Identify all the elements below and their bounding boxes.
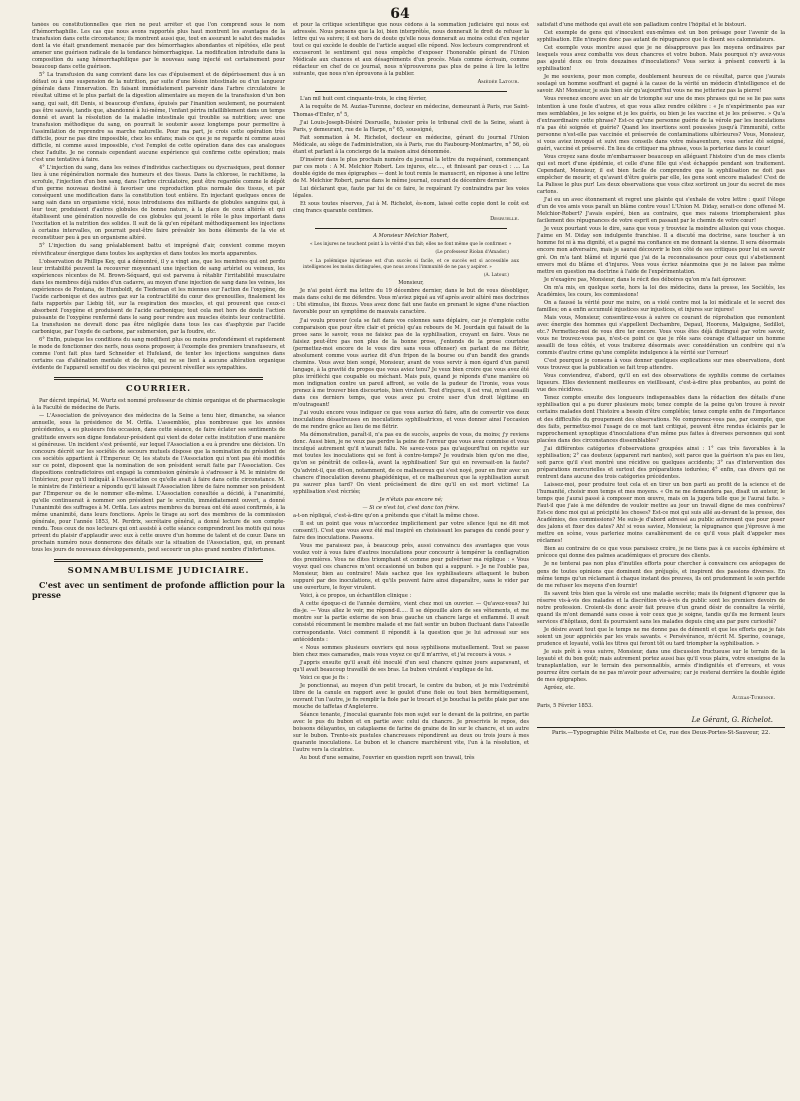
letter-address: A Monsieur Melchior Robert, — [373, 233, 449, 240]
divider — [315, 91, 507, 92]
printer-imprint: Paris.—Typographie Félix Malteste et Ce, rue des Deux-Portes-St-Sauveur, 22. — [537, 727, 785, 737]
body-paragraph: 5° L'injection du sang préalablement battu et imprégné d'air, convient comme moyen révivificateur énergique dans toutes les asphyxies et dans toutes les morts apparentes. — [32, 243, 285, 257]
column-2 — [293, 22, 529, 1092]
signature: Desruelle. — [490, 216, 519, 223]
verse-line: Je n'étais pas encore né; — [379, 496, 443, 503]
body-paragraph: Mais vous, Monsieur, consentirez-vous à suivre ce courant de réprobation que remontent avec énergie des hommes qui s'appellent Dechambre, Depaul, Hoorens, Malgaigne, Sedillot, etc.? Permettez-moi de vous dire ter encore. Vous vous êtes déjà distingué par votre savoir, vous ne trouvez-vous pas, n'est-ce point ce que je rôle sans courage d'attaquer un homme assailli de tous côtés, et vous traiterez désormais avec considération un confrère qui n'a commis d'autre crime qu'une complète indulgence à la vérité sur l'erreur! — [537, 314, 785, 357]
signature: Amédée Latour. — [477, 79, 519, 86]
epigraph-source: (Le professeur Riolan d'Amador.) — [435, 250, 509, 256]
body-paragraph: Vous croyez sans doute m'embarrasser beaucoup en alléguant l'histoire d'un de mes clients qui est mort d'une épidémie, et celle d'une fille qui s'est échappée pendant son traitement. Cependant, Monsieur, il est bien facile de comprendre que la syphilisation ne doit pas empêcher de mourir, et qu'avant d'être guéris par elle, les gens sont encore malades! C'est de La Palisse le plus pur! Les deux observations que vous citez sortiront un jour du secret de mes cartons. — [537, 153, 785, 196]
body-paragraph: — L'Association de prévoyance des médecins de la Seine a tenu hier, dimanche, sa séance annuelle, sous la présidence de M. Orfila. L'assemblée, plus nombreuse que les années précédentes, a eu plusieurs fois occasion, dans cette séance, de faire éclater ses sentiments de gratitude envers son digne fondateur-président qui vient de doter cette institution d'une manière si généreuse. Un incident s'est présenté, sur lequel l'Association a eu à prendre une décision. Un concours décrét sur les sociétés de secours mutuels dispose que la nomination du président de ces sociétés appartient à l'Empereur. Or, les statuts de l'Association qui n'ont pas été modifiés sur ce point, disposent que la nomination de son président serait faite par l'Association. Ces dispositions contradictoires ont engagé la commission générale à s'adresser à M. le ministre de l'intérieur, pour qu'il indiquât à l'Association ce qu'elle avait à faire dans cette circonstance. M. le ministre de l'intérieur a répondu qu'il laissait l'Association libre de faire nommer son président par l'Empereur ou de le nommer elle-même. L'Association consultée a décidé, à l'unanimité, qu'elle continuerait à nommer son président par le scrutin, immédiatement ouvert, a donné l'unanimité des suffrages à M. Orfila. Les autres membres du bureau ont été aussi confirmés, à la même unanimité, dans leurs fonctions. Après le tirage au sort des membres de la commission générale, pour l'année 1853, M. Perdrix, secrétaire général, a donné lecture de son compte-rendu. Tous ceux de nos lecteurs qui ont assisté à cette séance comprendront les motifs qui nous privent du plaisir d'applaudir avec eux à cette œuvre d'un homme de talent et de cœur. Dans un prochain numéro nous donnerons des détails sur la situation de l'Association, qui, en prenant tous les jours de nouveaux développements, peut secourir un plus grand nombre d'infortunes. — [32, 413, 285, 554]
body-paragraph: Cet exemple de gens qui s'inoculent eux-mêmes est un bon présage pour l'avenir de la syphilisation. Elle n'inspire donc pas autant de répugnance que le disent ses calomniateurs. — [537, 30, 785, 44]
body-paragraph: J'ai différentes catégories d'observations groupées ainsi : 1° cas très favorables à la syphilisation; 2° cas douteux (apparent rari nantes), soit parce que la guérison n'a pas eu lieu, soit parce qu'il s'est montré une récidive ou quelques accidents; 3° cas d'intervention des préparations mercurielles et surtout des préparations iodurées; 4° enfin, cas divers qui ne rentrent dans aucune des trois catégories précédentes. — [537, 445, 785, 480]
place-date: Paris, 5 Février 1853. — [537, 703, 593, 710]
body-paragraph: On a faussé la vérité pour me nuire, on a violé contre moi la loi médicale et le secret des familles; on a enfin accumulé injustices sur injustices, et injures sur injures! — [537, 299, 785, 313]
body-paragraph: Voici, à ce propos, un échantillon clinique : — [300, 593, 412, 600]
somnambulisme-title: SOMNAMBULISME JUDICIAIRE. — [67, 566, 250, 577]
epigraph: « La polémique injurieuse est d'un succès si facile, et ce succès est si accessible aux intelligences les moins distinguées, que nous avons l'immunité de ne pas y aspirer. » — [303, 258, 519, 270]
body-paragraph: A la requête de M. Auzias-Turenne, docteur en médecine, demeurant à Paris, rue Saint-Thomas-d'Enfer, n° 5, — [293, 104, 529, 118]
body-paragraph: Je ponctionnai, au moyen d'un petit trocart, le centre du bubon, et je mis l'extrémité libre de la canule en rapport avec le goulot d'une fiole ou tout bien hermétiquement, ouvrant l'un l'autre, je fis remplir la fiole par le trocart et je bouchai la petite plaie par une mouche de taffetas d'Angleterre. — [293, 682, 529, 710]
body-paragraph: 4° L'injection du sang, dans les veines d'individus cachectiques ou dyscrasiques, peut donner lieu à une régénération normale des humeurs et des tissus. Dans la chlorose, le rachitisme, la scrofule, l'injection d'un bon sang, dans l'arbre circulatoire, peut être regardée comme le dépôt d'un germe nouveau destiné à favoriser une reproduction plus normale des tissus, et par conséquent une modification dans la constitution tout entière. En injectant quelques onces de sang sain dans un organisme vicié, nous introduisons des milliards de globules sanguins qui, à leur tour, produisent d'autres globules de bonne nature, à la place de ceux altérés et qui établissent une génération nouvelle de ces globules qui jouent le rôle le plus important dans l'excitation et la nutrition des solides. Il suit de là qu'en répétant méthodiquement les injections à certains intervalles, on pourrait peut-être faire prévaloir les bons éléments de la vie et reconstituer peu à peu un organisme altéré. — [32, 164, 285, 242]
verse-line: — Si ce n'est toi, c'est donc ton frère. — [362, 504, 460, 511]
body-paragraph: C'est pourquoi je consens à vous donner quelques explications sur mes observations, dont vous trouvez que la publication se fait trop attendre. — [537, 358, 785, 372]
body-paragraph: Je n'ai point écrit ma lettre du 19 décembre dernier, dans le but de vous désobliger, mais dans celui de me défendre. Vous m'aviez piqué au vif après avoir altéré mes doctrines : Ubi stimulus, ibi fluxus. Vous avez donc fait une faute en prenant le signe d'une réaction favorable pour un symptôme de mauvais caractère. — [293, 288, 529, 316]
courrier-title: COURRIER. — [125, 384, 192, 395]
body-paragraph: Je désire avant tout que le temps ne me donne pas de démenti et que les efforts que je fais soient un jour appréciés par les vrais savants. « Persévérance, m'écrit M. Sperino, courage, prudence et loyauté, voilà les titres qui feront tôt ou tard triompher la syphilisation. » — [537, 626, 785, 647]
body-paragraph: Cet exemple vous montre aussi que je ne désapprouve pas les moyens ordinaires par lesquels vous avez combattu vos deux chancres et votre bubon. Mais pourquoi n'y avez-vous pas ajouté deux ou trois douzaines d'inoculations? Vous seriez à présent converti à la syphilisation! — [537, 45, 785, 73]
body-paragraph: L'an mil huit cent cinquante-trois, le cinq février, — [300, 96, 427, 103]
body-paragraph: Vous revenez encore avec un air de triomphe sur une de mes phrases qui ne se lie pas sans intention à une foule d'autres, et que vous allez rendre célèbre : « Je n'expérimente pas sur mes semblables, je les soigne et je les guéris, ou bien je les vaccine et je les préserve. » Qu'a d'extraordinaire cette phrase? Est-ce qu'une personne guérie de la vérole par les inoculations n'a pas été soignée et guérie? Quand les insertions sont poussées jusqu'à l'immunité, cette personne n'est-elle pas vaccinée et préservée de contaminations ultérieures? Vous, Monsieur, si vous aviez invoqué et suivi mes conseils dans votre mésaventure, vous seriez été soigné, guéri, vacciné et préservé. En lieu de critiquer ma phrase, vous la porteriez dans le cœur! — [537, 96, 785, 152]
signature: Auzias-Turenne. — [732, 695, 775, 702]
body-paragraph: Je me souviens, pour mon compte, doublement heureux de ce résultat, parce que j'aurais soulagé un homme souffrant et gagné à la cause de la vérité un médecin d'intelligence et de savoir. Ah! Monsieur, je suis bien sûr qu'aujourd'hui vous ne me jetteriez pas la pierre! — [537, 74, 785, 95]
body-paragraph: Bien au contraire de ce que vous paraissez croire, je ne tiens pas à ce succès éphémère et précoce qui donne des palmes académiques et procure des clients. — [537, 546, 785, 560]
salutation: Monsieur, — [398, 280, 424, 287]
gerant-signature: Le Gérant, G. Richelot. — [691, 716, 773, 725]
closing: Agréez, etc. — [544, 685, 575, 692]
column-3 — [537, 22, 785, 1092]
body-paragraph: a-t-on répliqué, c'est-à-dire qu'on a prétendu que c'était la même chose. — [293, 512, 480, 519]
body-paragraph: Vous me paraissez pas, à beaucoup près, aussi convaincu des avantages que vous voulez voir à vous faire d'autres inoculations pour concourir à tempérer la conflagration des premières. Vous ne dites triomphant et comme pour pulvériser ma réplique : « Vous voyez quel ces chancres m'ont occasionné un bubon qui a suppuré. » Je ne l'oublie pas, Monsieur, bien au contraire! Mais sachez que les syphilisateurs attaquent le bubon suppuré par des inoculations, et qu'ils peuvent faire ainsi disparaître, sans le vider par une ouverture, le foyer virulent. — [293, 542, 529, 592]
body-paragraph: Et sous toutes réserves, j'ai à M. Richelot, ès-nom, laissé cette copie dont le coût est cinq francs quarante centimes. — [293, 201, 529, 215]
body-paragraph: Je n'exagère pas, Monsieur, dans le récit des déboires qu'on m'a fait éprouver. — [544, 276, 747, 283]
body-paragraph: Vous conviendrez, d'abord, qu'il en est des observations de syphilis comme de certaines liqueurs. Elles deviennent meilleures en vieillissant, c'est-à-dire plus probantes, au point de vue des récidives. — [537, 373, 785, 394]
body-paragraph: Voici ce que je fis : — [300, 674, 349, 681]
column-1 — [32, 22, 285, 1092]
body-paragraph: Je suis prêt à vous suivre, Monsieur, dans une discussion fructueuse sur le terrain de la loyauté et du bon goût; mais autrement portez aussi bas qu'il vous plaira, votre enseigne de la transplantation, sur le terrain des personnalités, armés d'indignités et d'erreurs, et vous pourrez être certain de ne pas m'avoir pour adversaire; car je resterai derrière la double égide de mes épigraphes. — [537, 649, 785, 684]
body-paragraph: 5° La transfusion du sang convient dans les cas d'épuisement et de dépérissement dus à un défaut ou à une suspension de la nutrition, par suite d'une lésion intestinale ou d'un langueur générale dans l'innervation. En faisant immédiatement parvenir dans l'arbre circulatoire le résultat ultime et le plus parfait de la digestion alimentaire au moyen de la transfusion d'un bon sang, qui sait, dit Denis, si beaucoup d'enfans, épuisés par l'inanition seulement, ne pourraient pas être sauvés, tandis que, abandonné à lui-même, l'enfant périra infailliblement dans un temps donné et avant la résolution de la maladie intestinale qui troublie sa nutrition; avec une transfusion méthodique du sang, on pourrait le soutenir assez longtemps pour permettre à l'assimilation de reprendre sa marche naturelle. Pour ma part, je crois cette opération très difficile, pour ne pas dire impossible, chez les enfans; mais ce que je ne regarde ni comme aussi difficile, ni comme aussi impossible, c'est l'emploi de cette opération dans des cas analogues chez l'adulte. Je ne connais cependant aucune expérience qui confirme cette opération; mais c'est une tentative à faire. — [32, 72, 285, 163]
body-paragraph: tanées ou constitutionnelles que rien ne peut arrêter et que l'on comprend sous le nom d'hémorrhaphilie. Les cas que nous avons rapportés plus haut montrent les avantages de la transfusion dans cette circonstance; ils montrent aussi que, tout en assurant le salut des malades dont la vie était grandement menacée par des hémorrhagies abondantes et répétées, elle peut amener une guérison radicale de la tendance hémorrhagique. La modification introduite dans la composition du sang hémorrhaphilique par le nouveau sang injecté est certainement pour beaucoup dans cette guérison. — [32, 22, 285, 71]
body-paragraph: On m'a mis, en quelque sorte, hors la loi des médecins, dans la presse, les Sociétés, les Académies, les cours, les commissions! — [537, 284, 785, 298]
body-paragraph: Je veux pourtant vous le dire, sans que vous y trouviez la moindre allusion qui vous choque. J'aime en M. Diday son indulgente franchise. Il a discuté ma doctrine, sans toucher à un homme foi ni à ma dignité, et a gagné ma confiance en me donnant la sienne. Il sera désormais encore mon adversaire, mais je saurai découvrir le bon côté de ses critiques pour lui en savoir gré. On m'a tant blâmé et injurié que j'ai de la reconnaissance pour ceux qui s'abstiennent envers moi du blâme et d'injures. Vous vous écriez néanmoins que je ne laisse pas même mettre en question ma doctrine à l'aide de l'expérimentation. — [537, 226, 785, 275]
body-paragraph: Lui déclarant que, faute par lui de ce faire, le requérant l'y contraindra par les voies légales. — [293, 185, 529, 200]
body-paragraph: Séance tenante, j'inoculai quarante fois mon sujet sur le devant de la poitrine, en partie avec le pus du bubon et en partie avec celui du chancre. Je prescrivis le repos, des boissons délayantes, un cataplasme de farine de graine de lin sur le chancre, et un autre sur le bubon. Trente-six pustules chancreuses répondirent au deux ou trois jours à mes quarante inoculations. Le bubon et le chancre marchèrent vite, l'un à la résolution, et l'autre vers la cicatrice. — [293, 712, 529, 754]
body-paragraph: et pour la critique scientifique que nous cédons à la sommation judiciaire qui nous est adressée. Nous pensons que la loi, bien interprétée, nous donnerait le droit de refuser la lettre qui va suivre; il est hors de doute qu'elle nous donnerait au moins celui d'en rejeter tout ce qui excède le double de l'article auquel elle répond. Nos lecteurs comprendront et excuseront le sentiment qui nous empêche d'exposer l'honorable gérant de l'Union Médicale aux chances et aux désagréments d'un procès. Mais comme écrivain, comme rédacteur en chef de ce journal, nous n'éprouverons pas plus de peine à lire la lettre suivante, que nous n'en éprouvons à la publier. — [293, 22, 529, 78]
divider — [315, 228, 507, 229]
body-paragraph: Par décret impérial, M. Wurtz est nommé professeur de chimie organique et de pharmacologie à la Faculté de médecine de Paris. — [32, 398, 285, 412]
page-number: 64 — [390, 6, 410, 22]
epigraph: « Les injures ne touchent point à la vérité d'un fait; elles ne font même que le confirmer. » — [310, 242, 512, 248]
section-divider — [54, 377, 263, 380]
body-paragraph: Laissez-moi, pour produire tout cela et en tirer un bon parti au profit de la science et de l'humanité, choisir mon temps et mes moyens. « On ne me demandera pas, disait un auteur, le temps que j'aurai passé à composer mon œuvre, mais on la jugera telle que je l'aurai faite. » Faut-il que j'aie à me défendre de vouloir mettre au jour un travail digne de mes confrères? Est-ce donc moi qui ai précipité les choses? Est-ce moi qui suis allé au-devant de la presse, des Académies, des commissions? Me suis-je d'abord adressé au public autrement que pour poser des jalons et fixer des dates? Ah! si vous saviez, Monsieur, la répugnance que j'éprouve à me mettre en scène, vous parleriez moins cavalièrement de ce qu'il vous plaît d'appeler mes réclames! — [537, 481, 785, 545]
body-paragraph: J'ai Louis-Joseph-Désiré Desruelle, huissier près le tribunal civil de la Seine, séant à Paris, y demeurant, rue de la Harpe, n° 65, soussigné, — [293, 119, 529, 133]
body-paragraph: Je ne tenterai pas non plus d'inutiles efforts pour chercher à convaincre ces aréopages de gens de toutes opinions que dominent des préjugés, et inspirent des passions diverses. En même temps qu'un réclamant à chaque instant des preuves, ils ont prudemment le soin perfide de me refuser les moyens d'en fournir! — [537, 561, 785, 589]
body-paragraph: Ma démonstration, paraît-il, n'a pas eu de succès, auprès de vous, du moins; j'y reviens donc. Aussi bien, je ne veux pas perdre la peine de l'erreur que vous avez commise et vous inculqué autrement qu'il n'aurait fallu. Ne savez-vous pas qu'aujourd'hui on rejette sur moi toutes les inoculations qui se font à contre-temps? Je voudrais bien qu'on me dise, qu'on se pénétrât de celles-là, avant la syphilisation! Sur qui en reversait-on la faute? Qu'advint-il, que dit-on, notamment, de ce malheureux qui s'est noyé, pour en finir avec un chancre d'inoculation devenu phagédénique, et ce malheureux que la syphilisation aurait pu sauver plus tard? On vient précisément de dire qu'il en est mort victime! La syphilisation s'est récriée; — [293, 432, 529, 495]
body-paragraph: A cette époque-ci de l'année dernière, vient chez moi un ouvrier. — Qu'avez-vous? lui dis-je. — Vous allez le voir, me répond-il..... Il se dépouille alors de ses vêtements, et me montre sur la partie externe de son bras gauche un chancre large et enflammé. Il avait consisté récemment le membre malade et me fait sentir un bubon fluctuant dans l'aisselle correspondante. Voici comment il répondit à la question que je lui adressai sur ses antécédents : — [293, 601, 529, 643]
body-paragraph: J'ai eu un avec étonnement et regret une plainte qui s'exhale de votre lettre : quoi! l'éloge d'un de vos amis vous paraît un blâme contre vous! L'Union M. Diday, serait-ce donc offensé M. Melchior-Robert? J'avais espéré, bien au contraire, que mes raisons triompheraient plus facilement des répugnances de votre esprit en passant par le chemin de votre cœur! — [537, 197, 785, 225]
body-paragraph: « Nous sommes plusieurs ouvriers qui nous syphilisons mutuellement. Tout se passe bien chez mes camarades, mais vous voyez ce qu'il m'arrive, et j'ai recours à vous. » — [293, 644, 529, 658]
section-divider — [54, 559, 263, 562]
epigraph-source: (A. Latour.) — [483, 273, 509, 279]
body-paragraph: J'ai voulu prouver (cela se fait dans vos colonnes sans déplaire, car je n'emploie cette comparaison que pour être clair et précis) qu'au rebours de M. Jourdain qui faisait de la prose sans le savoir, vous ne faisiez pas de la syphilisation, croyant en faire. Vous ne faisiez peut-être pas non plus de la bonne prose, j'entends de la prose courtoise (permettez-moi encore de le vous dire sans vous offenser) en parlant de me flétrir, absolument comme vous auriez dit d'un fripon de la bourse ou d'un bandit des grands chemins. Vous avez bien songé, Monsieur, avant de vous servir à mon égard d'un pareil langage, à la gravité du propos que vous aviez tenu? Je veux bien croire que vous avez été plus irréfléchi que coupable ou méchant. Mais puis, quand je réponds d'une manière où mon indignation contre un pareil affront, se voile de la pudeur de l'ironie, vous vous prenez à me trouver bien discourtois, bien virulent. Tout d'injures, il est vrai, m'ont assailli dans ces derniers temps, que vous avez pu croire user d'un droit légitime en m'outrageant! — [293, 317, 529, 409]
body-paragraph: Il est un point que vous m'accordez implicitement par votre silence (qui ne dit mot consent!). C'est que vous avez été mal inspiré en choisissant les parages du condé pour y faire des inoculations. Passons. — [293, 520, 529, 541]
body-paragraph: Tenez compte ensuite des longueurs indispensables dans la rédaction des détails d'une syphilisation qui a pu durer plusieurs mois; tenez compte de la peine qu'on trouve à revoir certains malades dont l'histoire a besoin d'être complétée; tenez compte enfin de l'importance et des difficultés du groupement des observations. Ne comprenez-vous pas, par exemple, que des faits, permettez-moi l'usage de ce mot tant critiqué, peuvent être rendus éclairés par le rapprochement synoptique d'inoculations d'un même pus faites à diverses personnes qui sont placées dans des circonstances dissemblables? — [537, 395, 785, 444]
body-paragraph: D'insérer dans le plus prochain numéro du journal la lettre du requérant, commençant par ces mots : A M. Melchior Robert. Les injures, etc...., et finissant par ceux-ci : .... La double égide de mes épigraphes — dont le tout remis le manuscrit, en réponse à une lettre de M. Melchior Robert, parue dans le même journal, courant de décembre dernier. — [293, 156, 529, 184]
body-paragraph: Ils savent très bien que la vérole est une maladie secrète; mais ils feignent d'ignorer que la réserve vis-à-vis des malades et la discrétion vis-à-vis du public sont les premiers devoirs de notre profession. Croient-ils donc avoir fait preuve d'un grand désir de connaître la vérité, quand ils m'ont demandé sans cesse à voir ceux que je soigne, tandis qu'ils me ferment leurs services d'hôpitaux, dont ils pourraient sans les malades depuis cinq ans par pure curiosité? — [537, 590, 785, 625]
body-paragraph: J'appris ensuite qu'il avait été inoculé d'un seul chancre quinze jours auparavant, et qu'il avait beaucoup travaillé de ses bras. Le bubon virulent s'explique de lui. — [293, 659, 529, 673]
body-paragraph: satisfait d'une méthode qui avait été son palladium contre l'hôpital et le bistouri. — [537, 22, 747, 28]
section-lead: C'est avec un sentiment de profonde affliction pour la presse — [32, 580, 285, 601]
body-paragraph: 6° Enfin, puisque les conditions du sang modifient plus ou moins profondément et rapidement le mode de fonctionner des nerfs, nous osons proposer, à l'exemple des premiers transfuseurs, et comme l'ont fait plus tard Schneider et Hufeland, de tenter les injections sanguines dans certains cas d'aliénation mentale et de folie, qui ne se lient à aucune altération organique évidente de l'appareil sensitif ou des viscères qui peuvent réveiller ses sympathies. — [32, 337, 285, 372]
body-paragraph: Fait sommation à M. Richelot, docteur en médecine, gérant du journal l'Union Médicale, au siège de l'administration, sis à Paris, rue du Faubourg-Montmartre, n° 56, où étant et parlant à la concierge de la maison ainsi dénommée. — [293, 134, 529, 155]
body-paragraph: Au bout d'une semaine, l'ouvrier en question reprit son travail, très — [300, 755, 475, 762]
body-paragraph: J'ai voulu encore vous indiquer ce que vous auriez dû faire, afin de convertir vos deux inoculations désastreuses en inoculations syphilisatrices, et vous donner ainsi l'occasion de me rendre grâce au lieu de me flétrir. — [293, 410, 529, 431]
body-paragraph: L'observation de Phillips Key, qui a démontré, il y a vingt ans, que les membres qui ont perdu leur irritabilité peuvent la recouvrer moyennant une injection de sang artériel ou veineux, les expériences récentes de M. Brown-Séquard, qui est parvenu à rétablir l'irritabilité musculaire dans les membres déjà raides d'un cadavre, au moyen d'une injection de sang dans les veines, les expériences de Fontana, de Humboldt, de Tiedeman et les miennes sur l'action de l'oxygène, de l'acide carbonique et des autres gaz sur la contractilité du cœur des grenouilles, finalement les faits rapportés par Liebig tôt, sur la respiration des muscles, et qui prouvent que ceux-ci absorbent l'oxygène et produisent de l'acide carbonique; tout cela met hors de doute l'action puissante de l'oxygène renfermé dans le sang pour rendre aux muscles éteints leur contractilité. La transfusion ne devrait donc pas être négligée dans tous les cas d'asphyxie par l'acide carbonique, par l'oxyde de carbone, par submersion, par la foudre, etc. — [32, 258, 285, 336]
